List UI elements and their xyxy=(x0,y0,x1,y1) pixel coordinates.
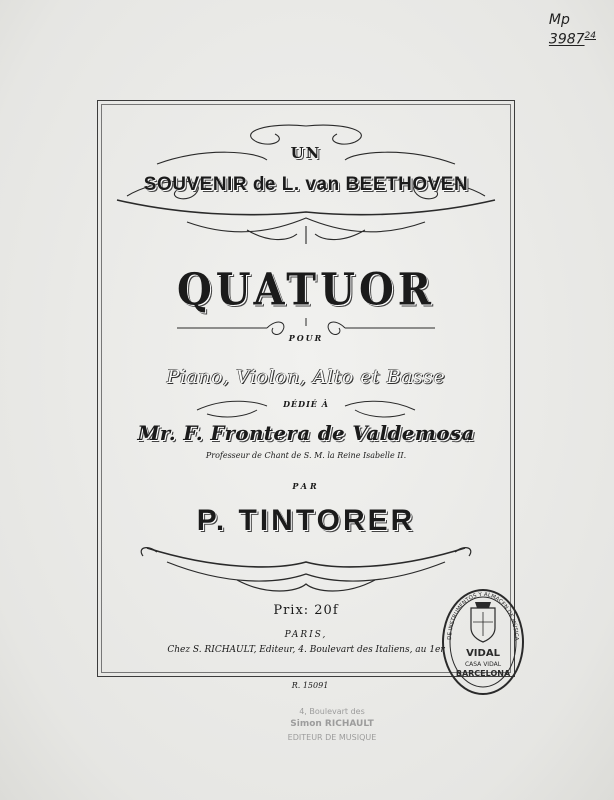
composer-name: P. TINTORER xyxy=(196,504,416,537)
dedicatee-title: Professeur de Chant de S. M. la Reine Isabelle II. xyxy=(205,451,407,460)
instrumentation: Piano, Violon, Alto et Basse xyxy=(166,366,446,388)
round-seller-stamp xyxy=(441,588,525,696)
call-number-line1: Mp xyxy=(548,12,570,28)
stamp-center-text: VIDAL xyxy=(466,648,500,659)
dedicatee-name: Mr. F. Frontera de Valdemosa xyxy=(137,421,475,445)
price: Prix: 20f xyxy=(273,603,339,618)
imprint-city: PARIS, xyxy=(284,630,328,640)
stamp-sub-text: CASA VIDAL xyxy=(464,661,502,668)
imprint-publisher: Chez S. RICHAULT, Editeur, 4. Boulevart des Italiens, au 1er xyxy=(167,645,445,655)
for-label: POUR xyxy=(288,333,324,343)
call-number-line2: 3987 xyxy=(548,31,585,48)
faint-publisher-stamp xyxy=(278,705,386,753)
dedication-label: DÉDIÉ À xyxy=(283,399,329,409)
stamp-rect-line: Simon RICHAULT xyxy=(290,719,374,729)
by-label: PAR xyxy=(292,481,320,491)
stamp-rect-line: 4, Boulevart des xyxy=(299,707,365,716)
title-pre: UN xyxy=(290,144,322,162)
title-main: SOUVENIR de L. van BEETHOVEN xyxy=(143,174,469,195)
stamp-rect-line: EDITEUR DE MUSIQUE xyxy=(287,733,377,742)
library-call-number xyxy=(549,12,596,48)
stamp-arc-text: DE INSTRUMENTOS Y ALMACEN DE MÚSICA xyxy=(447,591,520,641)
call-number-superscript: 24 xyxy=(584,31,596,41)
stamp-city-text: BARCELONA xyxy=(455,669,511,678)
plate-number: R. 15091 xyxy=(291,681,329,690)
work-title: QUATUOR xyxy=(176,263,436,316)
